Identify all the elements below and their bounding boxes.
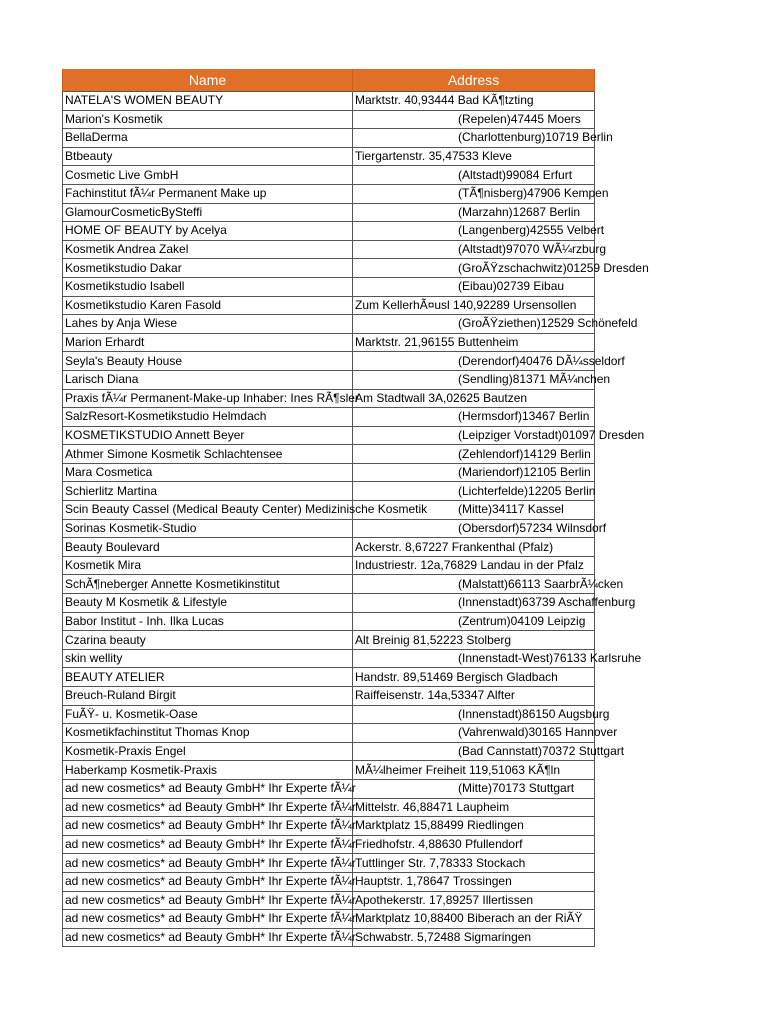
cell-address[interactable]: Handstr. 89,51469 Bergisch Gladbach — [353, 668, 595, 687]
cell-name[interactable]: Kosmetikstudio Dakar — [63, 259, 353, 278]
table-row — [63, 333, 595, 352]
cell-address[interactable]: (Lichterfelde)12205 Berlin — [353, 482, 595, 501]
table-row — [63, 724, 595, 743]
cell-address[interactable]: (Repelen)47445 Moers — [353, 110, 595, 129]
table-row — [63, 649, 595, 668]
table-row — [63, 501, 595, 520]
cell-name[interactable]: Schierlitz Martina — [63, 482, 353, 501]
table-row — [63, 129, 595, 148]
table-row — [63, 482, 595, 501]
table-row — [63, 184, 595, 203]
cell-address[interactable]: (Malstatt)66113 SaarbrÃ¼cken — [353, 575, 595, 594]
cell-address[interactable]: Apothekerstr. 17,89257 Illertissen — [353, 891, 595, 910]
cell-address[interactable]: (Altstadt)97070 WÃ¼rzburg — [353, 240, 595, 259]
cell-name[interactable]: Kosmetikstudio Karen Fasold — [63, 296, 353, 315]
cell-name[interactable]: Kosmetik-Praxis Engel — [63, 742, 353, 761]
table-row — [63, 798, 595, 817]
cell-address[interactable]: Tuttlinger Str. 7,78333 Stockach — [353, 854, 595, 873]
table-row — [63, 166, 595, 185]
address-table — [62, 69, 649, 947]
cell-address[interactable]: Raiffeisenstr. 14a,53347 Alfter — [353, 687, 595, 706]
table-row — [63, 315, 595, 334]
cell-address[interactable]: Friedhofstr. 4,88630 Pfullendorf — [353, 835, 595, 854]
cell-address[interactable]: (Zehlendorf)14129 Berlin — [353, 445, 595, 464]
table-row — [63, 779, 595, 798]
cell-address[interactable]: (Innenstadt)63739 Aschaffenburg — [353, 594, 595, 613]
cell-name[interactable]: FuÃŸ- u. Kosmetik-Oase — [63, 705, 353, 724]
cell-address[interactable]: (Hermsdorf)13467 Berlin — [353, 408, 595, 427]
cell-address[interactable]: Marktplatz 15,88499 Riedlingen — [353, 817, 595, 836]
table-row — [63, 687, 595, 706]
cell-name[interactable]: ad new cosmetics* ad Beauty GmbH* Ihr Experte fÃ¼r — [63, 854, 353, 873]
cell-address[interactable]: Ackerstr. 8,67227 Frankenthal (Pfalz) — [353, 538, 595, 557]
table-row — [63, 556, 595, 575]
cell-name[interactable]: Kosmetikfachinstitut Thomas Knop — [63, 724, 353, 743]
table-row — [63, 575, 595, 594]
cell-address[interactable]: (Mariendorf)12105 Berlin — [353, 463, 595, 482]
table-row — [63, 259, 595, 278]
cell-name[interactable]: ad new cosmetics* ad Beauty GmbH* Ihr Experte fÃ¼r — [63, 817, 353, 836]
header-row — [63, 69, 595, 92]
table-row — [63, 445, 595, 464]
table-row — [63, 891, 595, 910]
table-row — [63, 538, 595, 557]
cell-name[interactable]: GlamourCosmeticBySteffi — [63, 203, 353, 222]
table-row — [63, 389, 595, 408]
cell-name[interactable]: Beauty M Kosmetik & Lifestyle — [63, 594, 353, 613]
cell-address[interactable]: Tiergartenstr. 35,47533 Kleve — [353, 147, 595, 166]
table-row — [63, 222, 595, 241]
table-row — [63, 296, 595, 315]
cell-address[interactable]: Alt Breinig 81,52223 Stolberg — [353, 631, 595, 650]
cell-address[interactable]: (Derendorf)40476 DÃ¼sseldorf — [353, 352, 595, 371]
cell-address[interactable]: Zum KellerhÃ¤usl 140,92289 Ursensollen — [353, 296, 595, 315]
cell-address[interactable]: (Sendling)81371 MÃ¼nchen — [353, 370, 595, 389]
table-row — [63, 835, 595, 854]
table-row — [63, 705, 595, 724]
cell-name[interactable]: Babor Institut - Inh. Ilka Lucas — [63, 612, 353, 631]
cell-name[interactable]: ad new cosmetics* ad Beauty GmbH* Ihr Experte fÃ¼r — [63, 910, 353, 929]
cell-name[interactable]: HOME OF BEAUTY by Acelya — [63, 222, 353, 241]
cell-address[interactable]: (TÃ¶nisberg)47906 Kempen — [353, 184, 595, 203]
cell-address[interactable]: Mittelstr. 46,88471 Laupheim — [353, 798, 595, 817]
cell-name[interactable]: Kosmetik Mira — [63, 556, 353, 575]
table-row — [63, 594, 595, 613]
cell-name[interactable]: Beauty Boulevard — [63, 538, 353, 557]
cell-address[interactable]: MÃ¼lheimer Freiheit 119,51063 KÃ¶ln — [353, 761, 595, 780]
cell-address[interactable]: (Eibau)02739 Eibau — [353, 277, 595, 296]
cell-address[interactable]: (Innenstadt-West)76133 Karlsruhe — [353, 649, 595, 668]
cell-address[interactable]: (Bad Cannstatt)70372 Stuttgart — [353, 742, 595, 761]
cell-name[interactable]: Sorinas Kosmetik-Studio — [63, 519, 353, 538]
cell-address[interactable]: (Obersdorf)57234 Wilnsdorf — [353, 519, 595, 538]
table-row — [63, 612, 595, 631]
cell-name[interactable]: SchÃ¶neberger Annette Kosmetikinstitut — [63, 575, 353, 594]
cell-address[interactable]: (Altstadt)99084 Erfurt — [353, 166, 595, 185]
table-row — [63, 92, 595, 111]
cell-name[interactable]: skin wellity — [63, 649, 353, 668]
cell-address[interactable]: Hauptstr. 1,78647 Trossingen — [353, 872, 595, 891]
table-row — [63, 519, 595, 538]
cell-address[interactable]: Industriestr. 12a,76829 Landau in der Pfalz — [353, 556, 595, 575]
cell-name[interactable]: Cosmetic Live GmbH — [63, 166, 353, 185]
cell-address[interactable]: (Vahrenwald)30165 Hannover — [353, 724, 595, 743]
cell-name[interactable]: Kosmetikstudio Isabell — [63, 277, 353, 296]
table-row — [63, 668, 595, 687]
table-row — [63, 370, 595, 389]
cell-name[interactable]: Btbeauty — [63, 147, 353, 166]
cell-name[interactable]: Marion Erhardt — [63, 333, 353, 352]
cell-address[interactable]: Marktstr. 21,96155 Buttenheim — [353, 333, 595, 352]
table-row — [63, 110, 595, 129]
cell-name[interactable]: Athmer Simone Kosmetik Schlachtensee — [63, 445, 353, 464]
column-header-name[interactable]: Name — [63, 69, 353, 92]
table-row — [63, 147, 595, 166]
table-row — [63, 203, 595, 222]
cell-name[interactable]: Marion's Kosmetik — [63, 110, 353, 129]
cell-address[interactable]: (GroÃŸziethen)12529 Schönefeld — [353, 315, 595, 334]
cell-address[interactable]: Schwabstr. 5,72488 Sigmaringen — [353, 928, 595, 947]
table-row — [63, 854, 595, 873]
cell-name[interactable]: Scin Beauty Cassel (Medical Beauty Center) Medizinische Kosmetik — [63, 501, 353, 520]
cell-name[interactable]: BellaDerma — [63, 129, 353, 148]
table-row — [63, 761, 595, 780]
cell-name[interactable]: Fachinstitut fÃ¼r Permanent Make up — [63, 184, 353, 203]
cell-name[interactable]: Larisch Diana — [63, 370, 353, 389]
cell-name[interactable]: SalzResort-Kosmetikstudio Helmdach — [63, 408, 353, 427]
cell-name[interactable]: Kosmetik Andrea Zakel — [63, 240, 353, 259]
cell-name[interactable]: Lahes by Anja Wiese — [63, 315, 353, 334]
cell-address[interactable]: (GroÃŸzschachwitz)01259 Dresden — [353, 259, 595, 278]
cell-address[interactable]: (Charlottenburg)10719 Berlin — [353, 129, 595, 148]
cell-name[interactable]: Breuch-Ruland Birgit — [63, 687, 353, 706]
cell-name[interactable]: BEAUTY ATELIER — [63, 668, 353, 687]
cell-address[interactable]: (Zentrum)04109 Leipzig — [353, 612, 595, 631]
table-row — [63, 817, 595, 836]
cell-name[interactable]: NATELA'S WOMEN BEAUTY — [63, 92, 353, 111]
cell-name[interactable]: ad new cosmetics* ad Beauty GmbH* Ihr Experte fÃ¼r — [63, 835, 353, 854]
cell-address[interactable]: (Leipziger Vorstadt)01097 Dresden — [353, 426, 595, 445]
cell-address[interactable]: (Mitte)70173 Stuttgart — [353, 779, 595, 798]
cell-address[interactable]: (Marzahn)12687 Berlin — [353, 203, 595, 222]
table-row — [63, 463, 595, 482]
table-row — [63, 910, 595, 929]
table-row — [63, 352, 595, 371]
cell-address[interactable]: Am Stadtwall 3A,02625 Bautzen — [353, 389, 595, 408]
cell-address[interactable]: Marktplatz 10,88400 Biberach an der RiÃŸ — [353, 910, 595, 929]
cell-name[interactable]: Praxis fÃ¼r Permanent-Make-up Inhaber: Ines RÃ¶sler — [63, 389, 353, 408]
table-row — [63, 240, 595, 259]
table-row — [63, 408, 595, 427]
cell-name[interactable]: Czarina beauty — [63, 631, 353, 650]
cell-name[interactable]: Haberkamp Kosmetik-Praxis — [63, 761, 353, 780]
table-row — [63, 277, 595, 296]
cell-name[interactable]: ad new cosmetics* ad Beauty GmbH* Ihr Experte fÃ¼r — [63, 798, 353, 817]
table-row — [63, 631, 595, 650]
cell-name[interactable]: Seyla's Beauty House — [63, 352, 353, 371]
cell-address[interactable]: (Langenberg)42555 Velbert — [353, 222, 595, 241]
table-row — [63, 928, 595, 947]
cell-address[interactable]: Marktstr. 40,93444 Bad KÃ¶tzting — [353, 92, 595, 111]
cell-address[interactable]: (Innenstadt)86150 Augsburg — [353, 705, 595, 724]
cell-address[interactable]: (Mitte)34117 Kassel — [353, 501, 595, 520]
column-header-address[interactable]: Address — [353, 69, 595, 92]
table-row — [63, 742, 595, 761]
cell-name[interactable]: ad new cosmetics* ad Beauty GmbH* Ihr Experte fÃ¼r — [63, 779, 353, 798]
cell-name[interactable]: ad new cosmetics* ad Beauty GmbH* Ihr Experte fÃ¼r — [63, 891, 353, 910]
cell-name[interactable]: Mara Cosmetica — [63, 463, 353, 482]
table-row — [63, 872, 595, 891]
cell-name[interactable]: ad new cosmetics* ad Beauty GmbH* Ihr Experte fÃ¼r — [63, 928, 353, 947]
table-row — [63, 426, 595, 445]
cell-name[interactable]: KOSMETIKSTUDIO Annett Beyer — [63, 426, 353, 445]
cell-name[interactable]: ad new cosmetics* ad Beauty GmbH* Ihr Experte fÃ¼r — [63, 872, 353, 891]
